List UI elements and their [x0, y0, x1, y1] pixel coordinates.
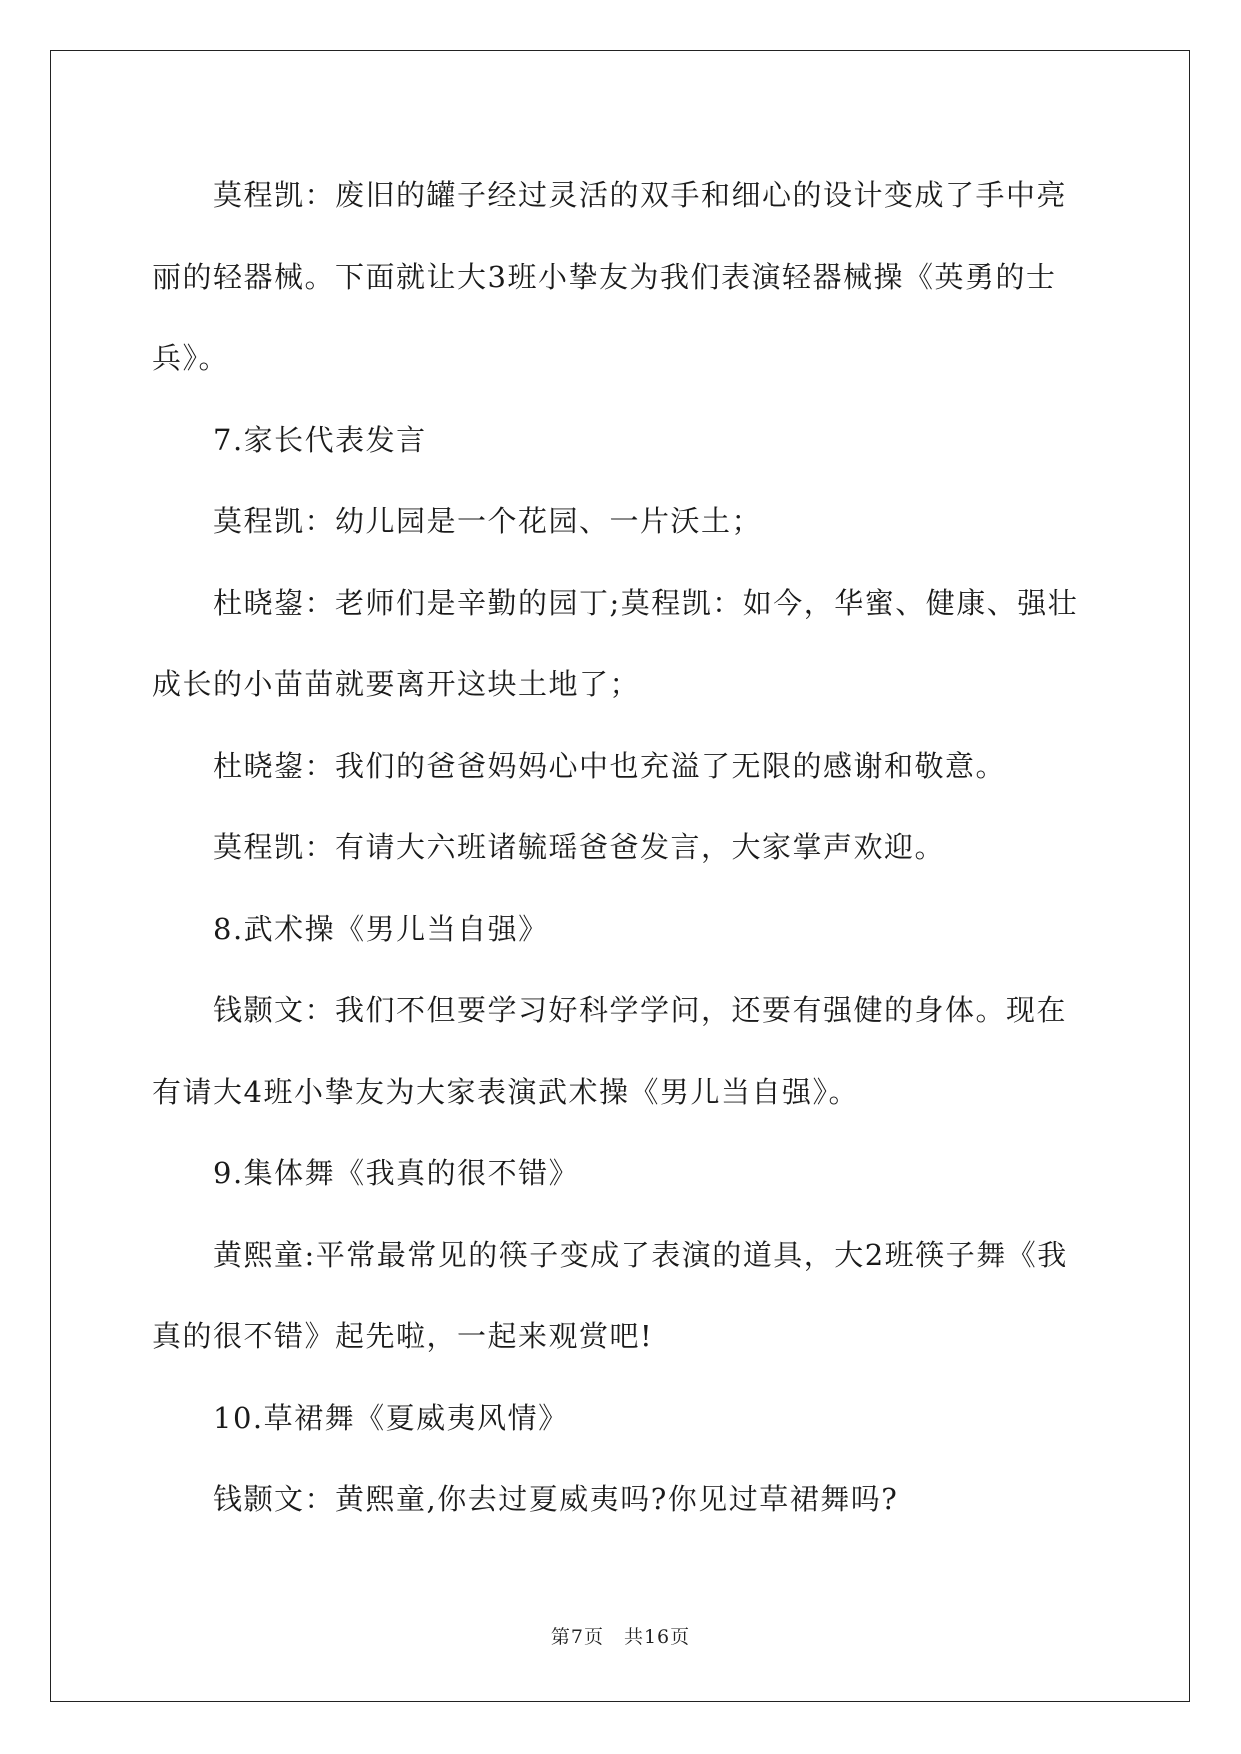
paragraph: 杜晓鋆：我们的爸爸妈妈心中也充溢了无限的感谢和敬意。	[213, 748, 1007, 783]
page-number-current: 第7页	[550, 1626, 604, 1648]
section-heading: 7.家长代表发言	[213, 422, 427, 457]
document-body	[152, 155, 1082, 1541]
section-heading: 8.武术操《男儿当自强》	[213, 911, 549, 946]
section-heading: 10.草裙舞《夏威夷风情》	[213, 1400, 569, 1435]
paragraph: 钱颢文：黄熙童,你去过夏威夷吗?你见过草裙舞吗?	[213, 1482, 899, 1516]
paragraph: 钱颢文：我们不但要学习好科学学问，还要有强健的身体。现在有请大4班小挚友为大家表演武术操《男儿当自强》。	[152, 993, 1068, 1109]
section-heading: 9.集体舞《我真的很不错》	[213, 1156, 580, 1190]
paragraph: 莫程凯：有请大六班诸毓瑶爸爸发言，大家掌声欢迎。	[213, 830, 946, 864]
paragraph: 莫程凯：幼儿园是一个花园、一片沃土；	[213, 504, 763, 538]
page-footer	[0, 1622, 1241, 1649]
paragraph: 莫程凯：废旧的罐子经过灵活的双手和细心的设计变成了手中亮丽的轻器械。下面就让大3班小挚友为我们表演轻器械操《英勇的士兵》。	[152, 178, 1068, 375]
page-number-total: 共16页	[623, 1626, 691, 1648]
paragraph: 黄熙童:平常最常见的筷子变成了表演的道具，大2班筷子舞《我真的很不错》起先啦，一起来观赏吧!	[152, 1237, 1068, 1353]
paragraph: 杜晓鋆：老师们是辛勤的园丁;莫程凯：如今，华蜜、健康、强壮成长的小苗苗就要离开这块土地了；	[152, 585, 1079, 701]
